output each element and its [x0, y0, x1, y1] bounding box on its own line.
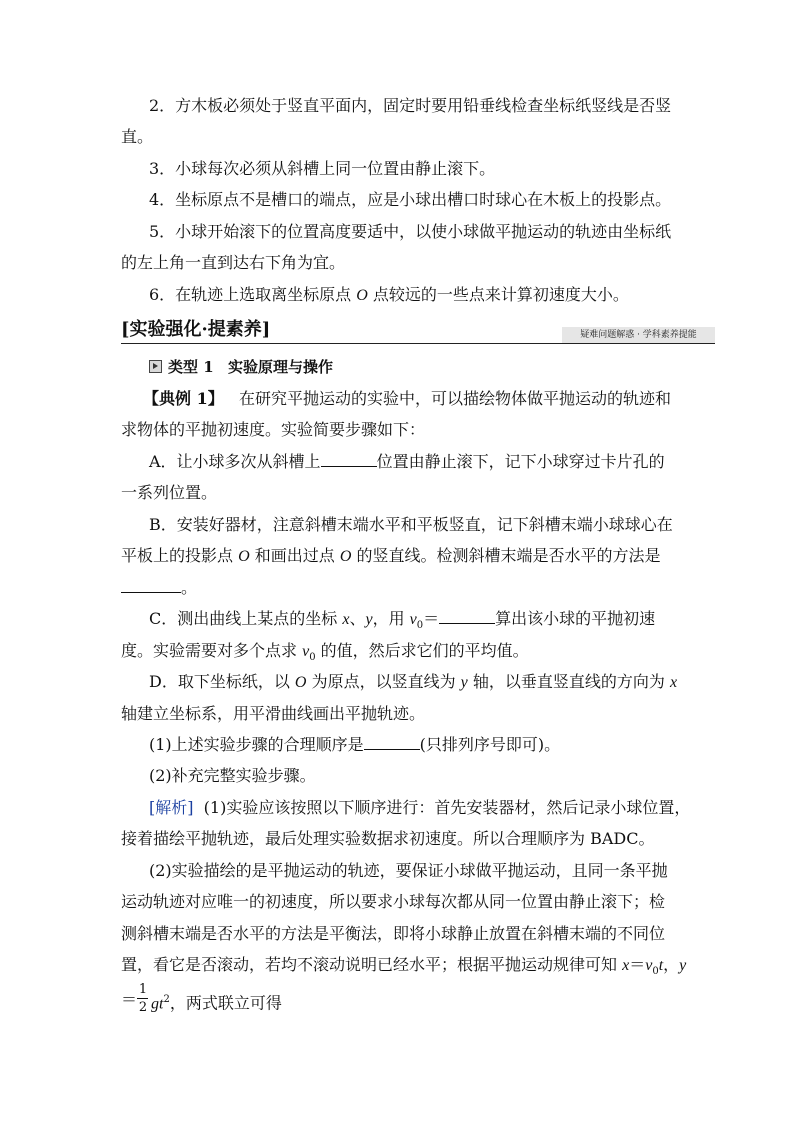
- subscript-0: 0: [652, 966, 659, 978]
- analysis-text7: ，两式联立可得: [169, 993, 282, 1013]
- step-c-text3: 算出该小球的平抛初速: [495, 609, 656, 628]
- section-title: [实验强化·提素养]: [121, 319, 271, 340]
- step-d-line1: [149, 672, 677, 693]
- step-a-line1: [149, 452, 665, 472]
- step-b-line1: B．安装好器材，注意斜槽末端水平和平板竖直，记下斜槽末端小球球心在: [149, 515, 673, 534]
- var-x: x: [622, 957, 630, 974]
- step-a-text1: A．让小球多次从斜槽上: [149, 452, 321, 471]
- step-d-text2: 为原点，以竖直线为: [306, 672, 461, 691]
- subscript-0: 0: [309, 652, 316, 664]
- example-label: 【典例 1】: [143, 389, 224, 408]
- analysis-label: [解析]: [149, 798, 194, 817]
- fraction-denominator: 2: [138, 1000, 148, 1015]
- subscript-0: 0: [416, 620, 424, 632]
- blank-a: [321, 452, 377, 467]
- section-tag: 疑难问题解惑 · 学科素养提能: [562, 327, 715, 343]
- var-v: v: [645, 957, 653, 974]
- step-d-text1: D．取下坐标纸，以: [149, 672, 295, 691]
- note-4: 4．坐标原点不是槽口的端点，应是小球出槽口时球心在木板上的投影点。: [149, 190, 672, 209]
- step-c-sep: 、: [349, 609, 366, 628]
- step-c-line1: [149, 609, 655, 636]
- step-d-line2: 轴建立坐标系，用平滑曲线画出平抛轨迹。: [121, 704, 426, 723]
- analysis-line4: 运动轨迹对应唯一的初速度，所以要求小球每次都从同一位置由静止滚下；检: [121, 892, 666, 911]
- play-icon: [149, 360, 162, 373]
- step-b-end: 。: [181, 578, 198, 597]
- var-x: x: [669, 674, 678, 691]
- fraction-bar: [137, 998, 148, 999]
- analysis-line7: [121, 990, 137, 1010]
- step-b-text3: 的竖直线。检测斜槽末端是否水平的方法是: [351, 546, 661, 565]
- step-a-line2: 一系列位置。: [121, 483, 218, 502]
- var-y: y: [365, 611, 373, 628]
- comma: ，: [663, 955, 680, 974]
- var-o: O: [294, 674, 307, 691]
- step-a-text2: 位置由静止滚下，记下小球穿过卡片孔的: [376, 452, 665, 471]
- note-5-line1: 5．小球开始滚下的位置高度要适中，以使小球做平抛运动的轨迹由坐标纸: [149, 222, 672, 241]
- step-c-line2: [121, 641, 529, 668]
- var-t: t: [658, 957, 664, 974]
- note-6: [149, 285, 629, 306]
- step-d-text3: 轴，以垂直竖直线的方向为: [467, 672, 670, 691]
- step-c-text1: C．测出曲线上某点的坐标: [149, 609, 343, 628]
- var-o: O: [238, 548, 250, 565]
- step-b-text2: 和画出过点: [249, 546, 340, 565]
- equals-sign: ＝: [423, 609, 440, 628]
- step-b-text1: 平板上的投影点: [121, 546, 239, 565]
- type-title: 实验原理与操作: [227, 358, 333, 376]
- equals-sign: ＝: [629, 955, 646, 974]
- fraction-numerator: 1: [138, 982, 148, 997]
- step-c-text2: ，用: [372, 609, 410, 628]
- analysis-line1: [149, 798, 690, 818]
- note-3: 3．小球每次必须从斜槽上同一位置由静止滚下。: [149, 159, 496, 178]
- note-6-text-b: 点较远的一些点来计算初速度大小。: [367, 285, 629, 304]
- analysis-text1: (1)实验应该按照以下顺序进行：首先安装器材，然后记录小球位置，: [203, 798, 691, 817]
- blank-order: [364, 735, 420, 750]
- question-1: [149, 735, 560, 755]
- analysis-line2: 接着描绘平抛轨迹，最后处理实验数据求初速度。所以合理顺序为 BADC。: [121, 829, 655, 848]
- analysis-line3: (2)实验描绘的是平抛运动的轨迹，要保证小球做平抛运动，且同一条平抛: [149, 861, 668, 880]
- type-heading: [149, 357, 333, 377]
- var-y: y: [679, 957, 687, 974]
- step-b-line3: [121, 578, 197, 598]
- question-1-text: (1)上述实验步骤的合理顺序是: [149, 735, 364, 754]
- blank-b: [121, 578, 181, 593]
- question-2: (2)补充完整实验步骤。: [149, 766, 316, 785]
- equals-sign: ＝: [121, 990, 138, 1009]
- section-rule: [121, 343, 715, 344]
- note-2-line2: 直。: [121, 127, 154, 146]
- note-5-line2: 的左上角一直到达右下角为宜。: [121, 253, 346, 272]
- analysis-line7-rest: [151, 990, 282, 1014]
- var-x: x: [342, 611, 350, 628]
- blank-c: [439, 609, 495, 624]
- var-gt: gt: [151, 995, 164, 1013]
- superscript-2: 2: [163, 994, 170, 1005]
- step-b-line2: [121, 546, 661, 567]
- example-line2: 求物体的平抛初速度。实验简要步骤如下：: [121, 420, 426, 439]
- example-line1: [143, 389, 671, 409]
- analysis-line5: 测斜槽末端是否水平的方法是平衡法，即将小球静止放置在斜槽末端的不同位: [121, 924, 666, 943]
- question-1-note: (只排列序号即可)。: [419, 735, 561, 754]
- var-y: y: [460, 674, 468, 691]
- analysis-line6: [121, 955, 686, 982]
- type-label: 类型 1: [168, 358, 214, 376]
- step-c-text5: 的值，然后求它们的平均值。: [315, 641, 529, 660]
- var-v: v: [302, 643, 310, 660]
- example-intro1: 在研究平抛运动的实验中，可以描绘物体做平抛运动的轨迹和: [238, 389, 671, 408]
- var-o: O: [339, 548, 352, 565]
- analysis-text6: 置，看它是否滚动，若均不滚动说明已经水平；根据平抛运动规律可知: [121, 955, 623, 974]
- var-o: O: [356, 287, 368, 304]
- note-2-line1: 2．方木板必须处于竖直平面内，固定时要用铅垂线检查坐标纸竖线是否竖: [149, 96, 672, 115]
- note-6-text-a: 6．在轨迹上选取离坐标原点: [149, 285, 357, 304]
- step-c-text4: 度。实验需要对多个点求: [121, 641, 303, 660]
- var-v: v: [409, 611, 417, 628]
